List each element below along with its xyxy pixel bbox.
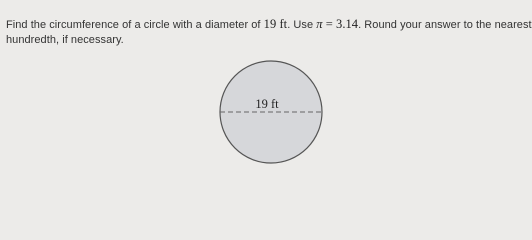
diameter-unit: ft [279, 17, 288, 31]
pi-symbol: π [316, 17, 323, 31]
question-part-2: . Use [287, 19, 317, 31]
diameter-value: 19 [263, 17, 277, 31]
pi-value: 3.14 [336, 17, 359, 31]
question-line-2: hundredth, if necessary. [6, 34, 124, 46]
diameter-label: 19 ft [255, 97, 279, 111]
question-part-1: Find the circumference of a circle with a diameter of [6, 19, 264, 31]
question-part-3: . Round your answer to the nearest [358, 19, 532, 31]
equals-sign: = [325, 17, 333, 31]
